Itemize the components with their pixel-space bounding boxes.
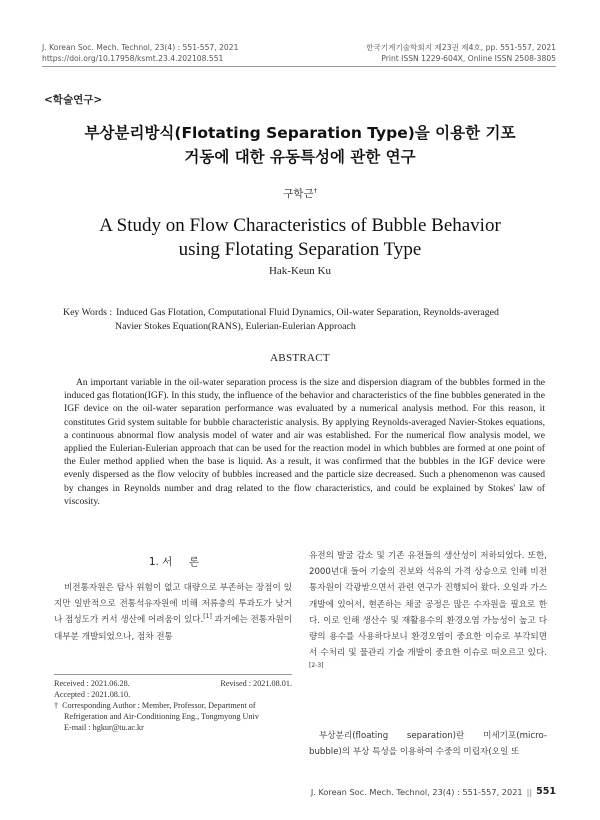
- author-email: E-mail : hgkur@tu.ac.kr: [64, 723, 144, 732]
- intro-right-paragraph2: 부상분리(floating separation)란 미세기포(micro-bubble)의 부상 특성을 이용하여 수중의 미립자(오일 또: [309, 731, 547, 758]
- footer-journal: J. Korean Soc. Mech. Technol, 23(4) : 551-557, 2021: [310, 786, 523, 797]
- title-kr-line1: 부상분리방식(Flotating Separation Type)을 이용한 기포: [84, 124, 516, 142]
- intro-right-column: [309, 548, 547, 678]
- intro-right-text: 유전의 발굴 감소 및 기존 유전들의 생산성이 저하되었다. 또한, 2000년대 들어 기술의 진보와 석유의 가격 상승으로 인해 비전통자원이 각광받으면서 관련 연구가 진행되어 왔다. 오일과 가스 개발에 있어서, 현존하는 채굴 공정은 많은 수자원을 필요로 한다. 이로 인해 생산수 및 재활용수의 환경오염 가능성이 높고 다량의 용수를 사용하다보니 환경오염이 중요한 이슈로 부각되면서 수처리 및 물관리 기술 개발이 중요한 이슈로 떠오르고 있다.: [309, 551, 547, 659]
- received-date: Received : 2021.06.28.: [54, 679, 130, 688]
- footer-separator: ||: [526, 786, 533, 797]
- section-heading-introduction: 1. 서 론: [148, 556, 200, 568]
- corresponding-mark-footnote: †: [54, 701, 59, 710]
- keywords-label: Key Words :: [63, 307, 113, 318]
- author-kr: [0, 186, 600, 201]
- abstract-text: An important variable in the oil-water separation process is the size and dispersion diagram of the bubbles formed in the induced gas flotation(IGF). In this study, the influence of the behavior and characteristics of the fine bubbles generated in the IGF device on the oil-water separation performance was evaluated by a numerical analysis method. For this reason, it constitutes Grid system suitable for bubble characteristic analysis. By applying Reynolds-averaged Navier-Stokes equations, a continuous abnormal flow analysis model of water and air was established. For the numerical flow analysis model, we applied the Eulerian-Eulerian approach that can be used for the reaction model in which bubbles are formed at one point of the Euler method applied when the base is liquid. As a result, it was confirmed that the bubbles in the IGF device were evenly dispersed as the flow velocity of bubbles increased and the particle size decreased. Such a phenomenon was caused by changes in Reynolds number and drag related to the flow characteristics, and could be explained by Stokes' law of viscosity.: [64, 377, 545, 507]
- accepted-date: Accepted : 2021.08.10.: [54, 690, 131, 699]
- issn-info: Print ISSN 1229-604X, Online ISSN 2508-3805: [381, 54, 556, 63]
- footnote-block: [54, 678, 292, 733]
- intro-left-column: [54, 580, 292, 645]
- abstract-heading: ABSTRACT: [270, 352, 330, 364]
- page-number: 551: [536, 786, 556, 797]
- author-kr-name: 구학근: [283, 188, 314, 200]
- page-footer: [311, 786, 556, 797]
- title-en-line1: A Study on Flow Characteristics of Bubble Behavior: [99, 215, 501, 236]
- intro-left-text-cont: 과거에는 전통자원이 대부분 개발되었으나, 점차 전통: [54, 615, 293, 642]
- keywords-line1: Induced Gas Flotation, Computational Fluid Dynamics, Oil-water Separation, Reynolds-averaged: [116, 307, 499, 318]
- revised-date: Revised : 2021.08.01.: [220, 679, 292, 688]
- footnote-divider: [54, 674, 292, 675]
- title-kr-line2: 거동에 대한 유동특성에 관한 연구: [184, 148, 416, 166]
- journal-citation-kr: 한국기계기술학회지 제23권 제4호, pp. 551-557, 2021: [366, 43, 556, 52]
- keywords-block: [63, 306, 563, 333]
- corresponding-author-line1: Corresponding Author : Member, Professor, Department of: [62, 701, 256, 710]
- keywords-line2: Navier Stokes Equation(RANS), Eulerian-Eulerian Approach: [115, 320, 356, 332]
- intro-left-text: 비전통자원은 탐사 위험이 없고 대량으로 부존하는 장점이 있지만 일반적으로 전통석유자원에 비해 저류층의 투과도가 낮거나 점성도가 커서 생산에 어려움이 있다.: [54, 583, 292, 626]
- corresponding-author-line2: Refrigeration and Air-Conditioning Eng., Tongmyong Univ: [64, 712, 259, 721]
- citation-ref-right: [2-3]: [309, 662, 324, 670]
- author-en: Hak-Keun Ku: [268, 265, 331, 277]
- title-en-line2: using Flotating Separation Type: [178, 239, 422, 260]
- doi-link[interactable]: https://doi.org/10.17958/ksmt.23.4.202108.551: [42, 54, 224, 63]
- corresponding-mark: †: [313, 187, 317, 195]
- journal-citation: J. Korean Soc. Mech. Technol, 23(4) : 551-557, 2021: [42, 43, 239, 52]
- article-category: <학술연구>: [44, 94, 103, 106]
- citation-ref: [1]: [203, 613, 212, 621]
- header-divider: [42, 66, 556, 67]
